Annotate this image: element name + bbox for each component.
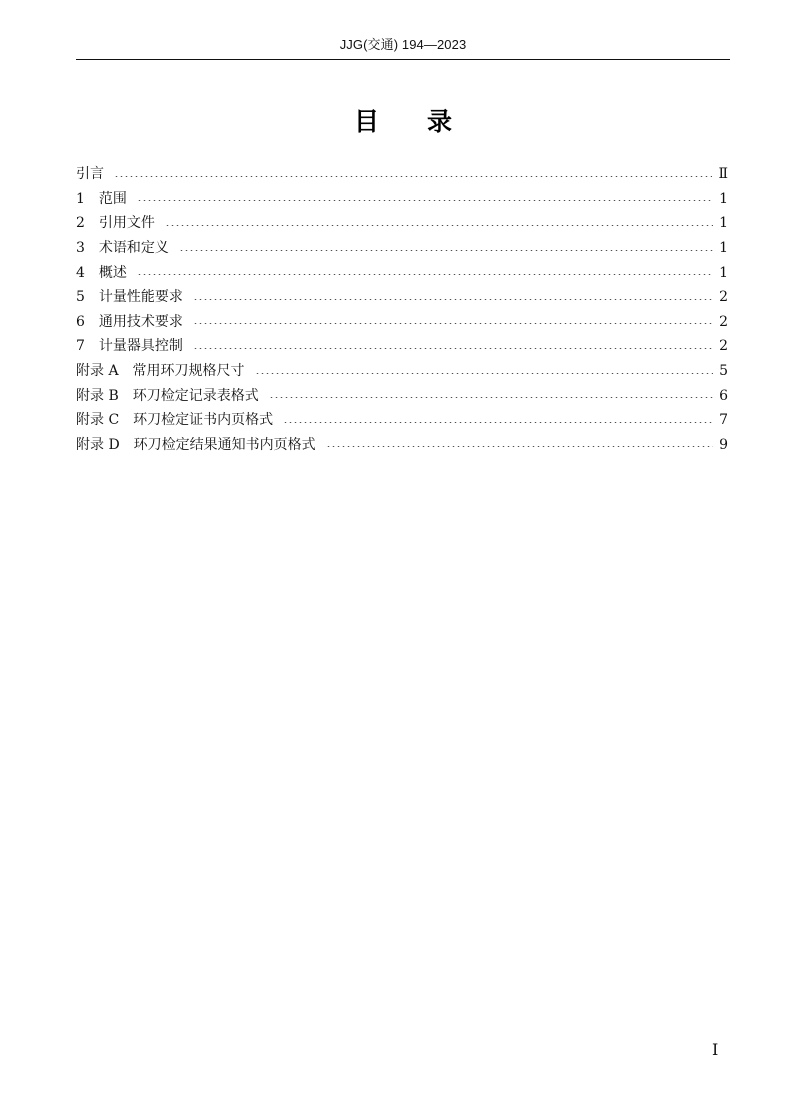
running-header: JJG(交通) 194—2023 (339, 37, 467, 52)
toc-page-number: 9 (719, 436, 728, 453)
toc-label: 2 引用文件 (76, 215, 155, 232)
toc-entry-technical-requirements (76, 310, 728, 335)
toc-label: 附录 A 常用环刀规格尺寸 (76, 363, 245, 380)
toc-page-number: 5 (719, 363, 728, 380)
dot-leader (114, 176, 712, 177)
dot-leader (137, 200, 713, 201)
table-of-contents (76, 162, 728, 457)
toc-page-number: 2 (719, 338, 728, 355)
dot-leader (255, 373, 714, 374)
toc-label: 附录 D 环刀检定结果通知书内页格式 (76, 436, 316, 453)
dot-leader (165, 225, 713, 226)
toc-page-number: 2 (719, 313, 728, 330)
dot-leader (179, 250, 713, 251)
dot-leader (193, 299, 713, 300)
toc-entry-appendix-b (76, 383, 728, 408)
toc-label: 3 术语和定义 (76, 240, 169, 257)
toc-page-number: 1 (719, 215, 728, 232)
toc-entry-preface (76, 162, 728, 187)
toc-entry-metrology-requirements (76, 285, 728, 310)
toc-entry-overview (76, 260, 728, 285)
header-rule (76, 59, 730, 60)
toc-entry-references (76, 211, 728, 236)
toc-page-number: 6 (719, 387, 728, 404)
toc-label: 4 概述 (76, 264, 127, 281)
toc-page-number: 1 (719, 264, 728, 281)
toc-page-number: Ⅱ (718, 166, 728, 183)
toc-entry-appendix-d (76, 433, 728, 458)
toc-label: 7 计量器具控制 (76, 338, 183, 355)
toc-page-number: 7 (719, 412, 728, 429)
toc-label: 引言 (76, 166, 104, 183)
dot-leader (269, 397, 713, 398)
toc-entry-instrument-control (76, 334, 728, 359)
dot-leader (193, 348, 713, 349)
dot-leader (137, 274, 713, 275)
toc-page-number: 1 (719, 240, 728, 257)
toc-entry-appendix-a (76, 359, 728, 384)
page-title: 目录 (353, 107, 500, 136)
toc-page-number: 2 (719, 289, 728, 306)
toc-label: 6 通用技术要求 (76, 313, 183, 330)
toc-label: 附录 C 环刀检定证书内页格式 (76, 412, 274, 429)
toc-label: 5 计量性能要求 (76, 289, 183, 306)
toc-page-number: 1 (719, 190, 728, 207)
dot-leader (326, 446, 713, 447)
toc-entry-scope (76, 187, 728, 212)
dot-leader (283, 422, 713, 423)
dot-leader (193, 323, 713, 324)
toc-entry-terms (76, 236, 728, 261)
page-number: Ⅰ (712, 1040, 719, 1059)
toc-label: 附录 B 环刀检定记录表格式 (76, 387, 259, 404)
toc-entry-appendix-c (76, 408, 728, 433)
toc-label: 1 范围 (76, 190, 127, 207)
